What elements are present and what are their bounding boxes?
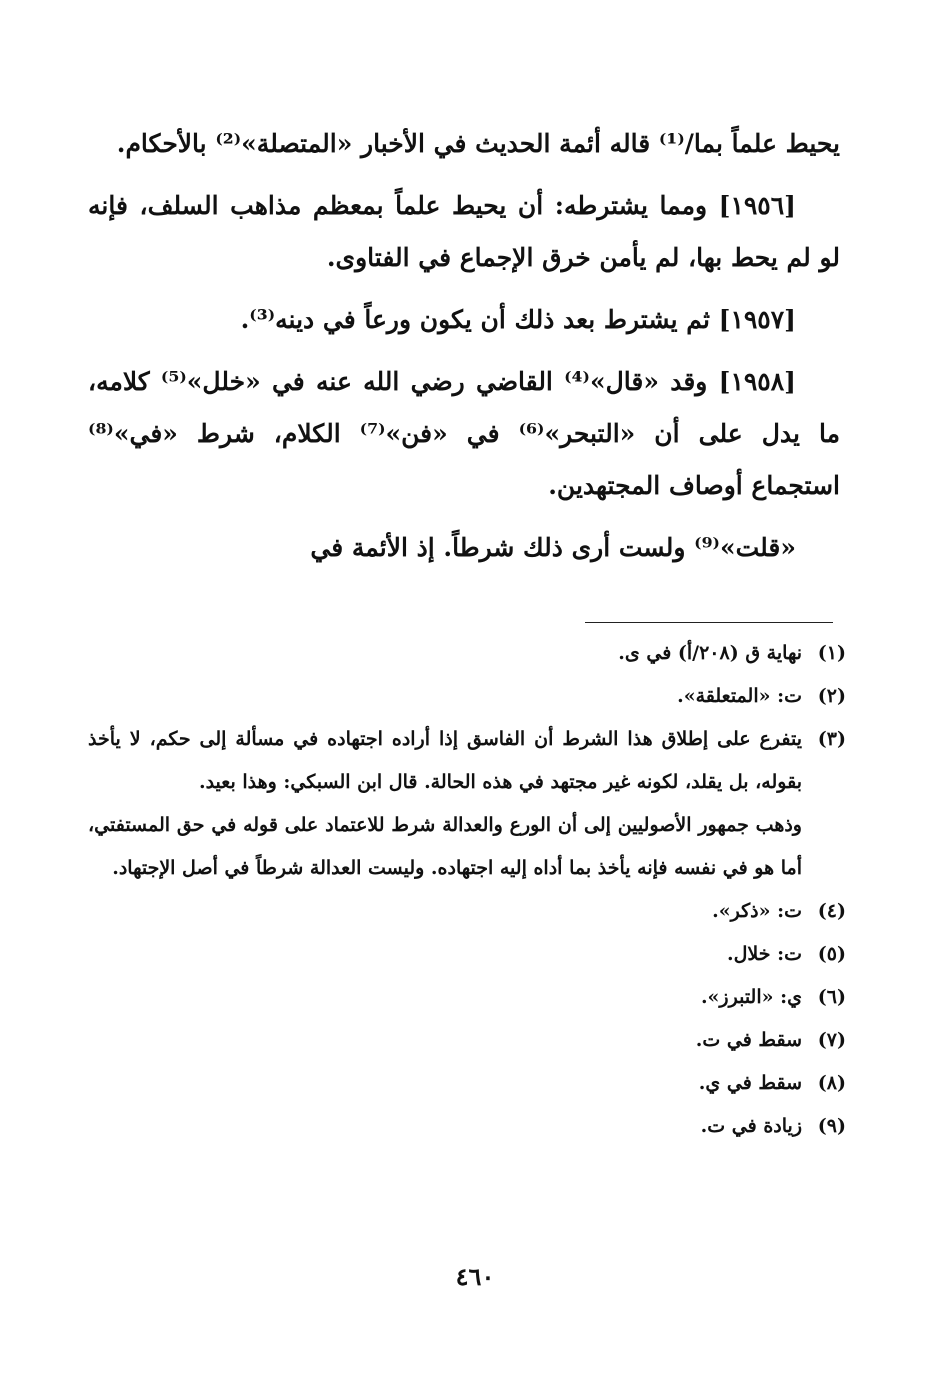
footnote-number: (٤) [817, 900, 846, 922]
footnote-number: (٣) [817, 728, 846, 750]
footnote-number: (٧) [817, 1029, 846, 1051]
footnote-number: (٦) [817, 986, 846, 1008]
footnote-text: ي: «التبرز». [700, 986, 802, 1008]
footnote-8 [88, 1062, 846, 1105]
footnote-3 [88, 718, 846, 804]
footnote-number: (٢) [817, 685, 846, 707]
footnote-text: زيادة في ت. [700, 1115, 802, 1137]
footnote-text: سقط في ت. [695, 1029, 802, 1051]
footnote-text: ت: «ذكر». [712, 900, 802, 922]
paragraph-1957: [١٩٥٧] ثم يشترط بعد ذلك أن يكون ورعاً في دينه⁽³⁾. [240, 305, 796, 334]
footnote-text: ت: خلال. [726, 943, 802, 965]
paragraph-qultu: «قلت»⁽⁹⁾ ولست أرى ذلك شرطاً. إذ الأئمة في [310, 533, 796, 562]
footnote-text: سقط في ي. [698, 1072, 802, 1094]
footnotes [88, 632, 846, 1148]
paragraph-1958: [١٩٥٨] وقد «قال»⁽⁴⁾ القاضي رضي الله عنه في «خلل»⁽⁵⁾ كلامه، ما يدل على أن «التبحر»⁽⁶⁾ في «فن»⁽⁷⁾ الكلام، شرط «في»⁽⁸⁾ استجماع أوصاف المجتهدين. [88, 367, 840, 500]
footnote-2 [88, 675, 846, 718]
footnote-number: (٩) [817, 1115, 846, 1137]
footnote-text: يتفرع على إطلاق هذا الشرط أن الفاسق إذا أراده اجتهاده في مسألة إلى حكم، لا يأخذ بقوله، بل يقلد، لكونه غير مجتهد في هذه الحالة. قال ابن السبكي: وهذا بعيد. [88, 728, 802, 793]
paragraph-1956: [١٩٥٦] ومما يشترطه: أن يحيط علماً بمعظم مذاهب السلف، فإنه لو لم يحط بها، لم يأمن خرق الإجماع في الفتاوى. [88, 191, 840, 272]
footnote-divider [585, 622, 833, 623]
footnote-1 [88, 632, 846, 675]
footnote-number: (٥) [817, 943, 846, 965]
footnote-text: ت: «المتعلقة». [677, 685, 802, 707]
footnote-9 [88, 1105, 846, 1148]
footnote-number: (٨) [817, 1072, 846, 1094]
footnote-number: (١) [817, 642, 846, 664]
footnote-6 [88, 976, 846, 1019]
footnote-7 [88, 1019, 846, 1062]
footnote-4 [88, 890, 846, 933]
footnote-3-continuation: وذهب جمهور الأصوليين إلى أن الورع والعدالة شرط للاعتماد على قوله في حق المستفتي، أما هو في نفسه فإنه يأخذ بما أداه إليه اجتهاده. وليست العدالة شرطاً في أصل الإجتهاد. [88, 814, 802, 879]
main-text [88, 118, 840, 584]
footnote-5 [88, 933, 846, 976]
page-number: ٤٦٠ [455, 1262, 495, 1291]
paragraph-continuation: يحيط علماً بما/⁽¹⁾ قاله أئمة الحديث في الأخبار «المتصلة»⁽²⁾ بالأحكام. [116, 129, 840, 158]
footnote-text: نهاية ق (٢٠٨/أ) في ى. [618, 642, 802, 664]
